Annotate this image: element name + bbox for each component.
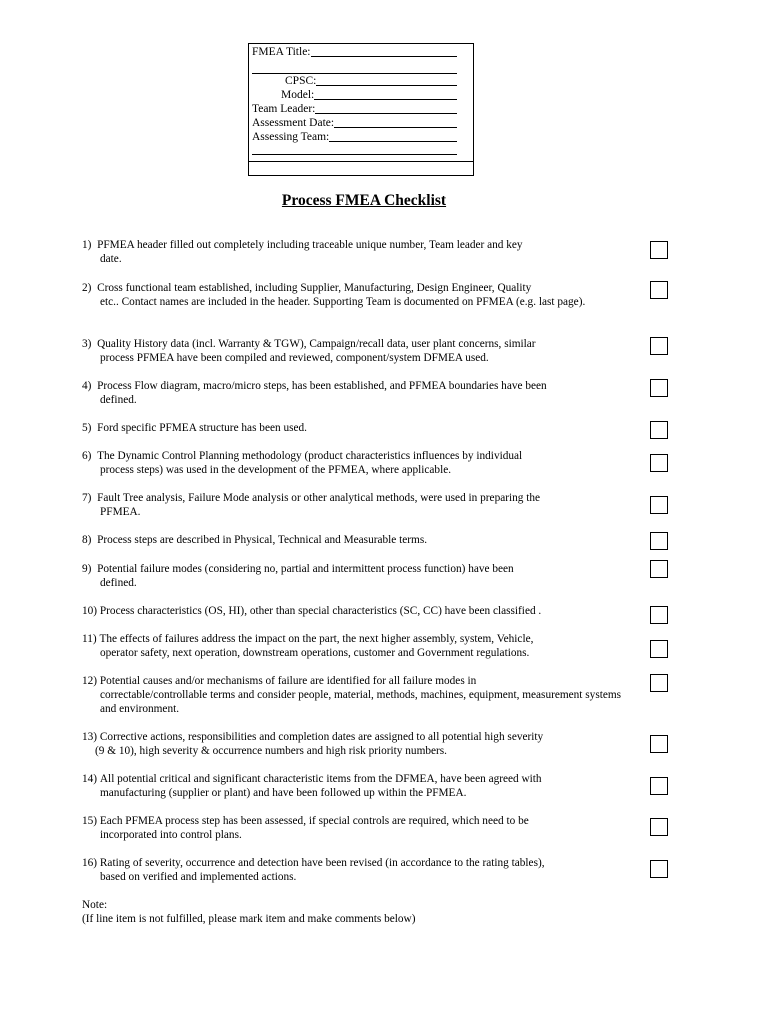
note-text: (If line item is not fulfilled, please mark item and make comments below) [82,913,416,926]
item-text: All potential critical and significant characteristic items from the DFMEA, have been agreed with [99,773,542,785]
item-number: 8) [82,534,92,546]
item-text: Process Flow diagram, macro/micro steps, has been established, and PFMEA boundaries have been [97,380,547,392]
assessing-team-row[interactable] [252,130,457,144]
item-text-continued: process steps) was used in the development of the PFMEA, where applicable. [100,464,452,477]
note-label: Note: [82,899,108,911]
item-text: Corrective actions, responsibilities and completion dates are assigned to all potential high severity [99,731,544,743]
assessment-date-label: Assessment Date: [252,116,335,129]
cpsc-label: CPSC: [285,74,317,87]
checklist-item-9 [82,562,627,590]
item-text-continued: etc.. Contact names are included in the header. Supporting Team is documented on PFMEA (e.g. last page). [100,296,586,309]
checklist-item-4 [82,379,627,407]
checklist-checkbox-10[interactable] [650,606,668,624]
checklist-checkbox-9[interactable] [650,560,668,578]
checklist-item-16 [82,856,627,884]
team-leader-label: Team Leader: [252,102,316,115]
fmea-header-box [248,43,474,176]
page-title: Process FMEA Checklist [281,192,447,209]
item-text: The Dynamic Control Planning methodology (product characteristics influences by individual [97,450,523,462]
checklist-checkbox-5[interactable] [650,421,668,439]
checklist-checkbox-6[interactable] [650,454,668,472]
checklist-item-1 [82,238,627,266]
item-number: 13) [82,731,98,743]
item-number: 2) [82,282,92,294]
fmea-title-label: FMEA Title: [252,45,311,58]
item-number: 7) [82,492,92,504]
cpsc-field[interactable] [316,85,457,86]
checklist-checkbox-3[interactable] [650,337,668,355]
checklist-item-7 [82,491,627,519]
item-text: Process characteristics (OS, HI), other than special characteristics (SC, CC) have been classified . [99,605,542,617]
checklist-item-2 [82,281,627,309]
item-text: Each PFMEA process step has been assessed, if special controls are required, which need to be [99,815,529,827]
checklist-checkbox-4[interactable] [650,379,668,397]
checklist-item-15 [82,814,627,842]
assessment-date-field[interactable] [334,127,457,128]
fmea-title-field[interactable] [311,56,458,57]
checklist-item-5 [82,421,627,435]
item-text-continued: incorporated into control plans. [100,829,242,842]
assessment-date-row[interactable] [252,116,457,130]
item-text: PFMEA header filled out completely including traceable unique number, Team leader and key [97,239,523,251]
fmea-title-row[interactable] [252,45,457,59]
item-text-continued: correctable/controllable terms and consider people, material, methods, machines, equipment, measurement systems and environment. [100,689,622,716]
item-text-continued: operator safety, next operation, downstream operations, customer and Government regulations. [100,647,530,660]
cpsc-row[interactable] [285,74,457,88]
item-text-continued: defined. [100,577,137,590]
checklist-item-8 [82,533,627,547]
assessing-team-field[interactable] [329,141,457,142]
checklist-item-11 [82,632,627,660]
checklist-checkbox-14[interactable] [650,777,668,795]
item-text-continued: PFMEA. [100,506,141,519]
checklist-checkbox-12[interactable] [650,674,668,692]
item-number: 10) [82,605,98,617]
item-text-continued: based on verified and implemented actions. [100,871,297,884]
item-text: Potential causes and/or mechanisms of failure are identified for all failure modes in [99,675,477,687]
item-text-continued: (9 & 10), high severity & occurrence numbers and high risk priority numbers. [95,745,448,758]
checklist-checkbox-7[interactable] [650,496,668,514]
checklist-item-12 [82,674,627,717]
item-text: Quality History data (incl. Warranty & TGW), Campaign/recall data, user plant concerns, similar [97,338,536,350]
item-number: 11) [82,633,97,645]
item-text-continued: date. [100,253,122,266]
item-text-continued: process PFMEA have been compiled and reviewed, component/system DFMEA used. [100,352,489,365]
model-field[interactable] [314,99,457,100]
model-label: Model: [281,88,315,101]
checklist-item-6 [82,449,627,477]
item-text: Fault Tree analysis, Failure Mode analysis or other analytical methods, were used in preparing the [97,492,541,504]
assessing-team-label: Assessing Team: [252,130,330,143]
item-text-continued: manufacturing (supplier or plant) and have been followed up within the PFMEA. [100,787,467,800]
item-text: Cross functional team established, including Supplier, Manufacturing, Design Engineer, Quality [97,282,532,294]
header-separator [249,161,473,162]
checklist-checkbox-8[interactable] [650,532,668,550]
checklist-item-13 [82,730,627,758]
item-text-continued: defined. [100,394,137,407]
checklist-item-10 [82,604,627,618]
model-row[interactable] [281,88,457,102]
item-number: 6) [82,450,92,462]
checklist-checkbox-2[interactable] [650,281,668,299]
item-number: 1) [82,239,92,251]
item-number: 9) [82,563,92,575]
item-text: The effects of failures address the impact on the part, the next higher assembly, system, Vehicle, [99,633,534,645]
checklist-checkbox-16[interactable] [650,860,668,878]
item-text: Process steps are described in Physical, Technical and Measurable terms. [97,534,428,546]
note-section [82,898,415,926]
team-leader-field[interactable] [315,113,457,114]
item-number: 5) [82,422,92,434]
checklist-item-3 [82,337,627,365]
item-number: 12) [82,675,98,687]
team-leader-row[interactable] [252,102,457,116]
checklist-checkbox-11[interactable] [650,640,668,658]
item-number: 4) [82,380,92,392]
item-text: Potential failure modes (considering no, partial and intermittent process function) have been [97,563,514,575]
item-number: 14) [82,773,98,785]
checklist-checkbox-13[interactable] [650,735,668,753]
checklist-checkbox-15[interactable] [650,818,668,836]
checklist-checkbox-1[interactable] [650,241,668,259]
assessing-team-continuation-line[interactable] [252,154,457,155]
item-number: 16) [82,857,98,869]
item-text: Ford specific PFMEA structure has been used. [97,422,307,434]
item-number: 15) [82,815,98,827]
item-text: Rating of severity, occurrence and detection have been revised (in accordance to the rating tables), [99,857,545,869]
item-number: 3) [82,338,92,350]
checklist-item-14 [82,772,627,800]
